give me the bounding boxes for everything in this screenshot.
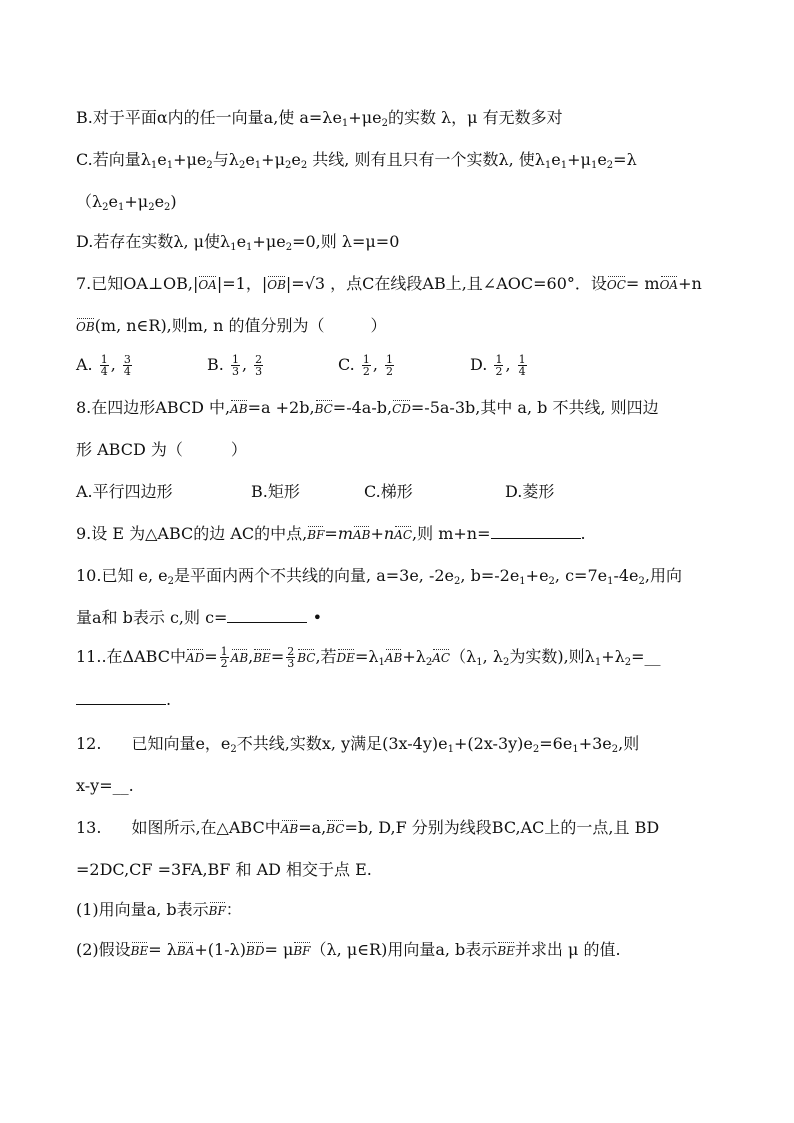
q11-stem-continued: . bbox=[76, 690, 736, 710]
q6-option-d: D.若存在实数λ, μ使$\lambda_1e_1+\mu e_2=0$,则 λ=μ=0 bbox=[76, 232, 400, 253]
q8-option-d: D.菱形 bbox=[505, 482, 555, 501]
q6-option-b: B.对于平面α内的任一向量a,使 $a=\lambda e_1+\mu e_2$的实数 λ，μ 有无数多对 bbox=[76, 108, 563, 129]
q10-answer-blank[interactable] bbox=[227, 608, 307, 623]
q8-stem: 8.在四边形ABCD 中,AB=a +2b,BC=-4a-b,CD=-5a-3b,其中 a, b 不共线, 则四边 bbox=[76, 398, 659, 417]
q7-option-c: C. $\frac{1}{2}$ , $\frac{1}{2}$ bbox=[338, 353, 394, 378]
q12-stem-continued: x-y=__. bbox=[76, 776, 134, 795]
q10-stem-continued: 量a和 b表示 c,则 c= • bbox=[76, 608, 322, 627]
q7-stem: 7.已知OA⊥OB,|OA|=1，|OB|=√3 ，点C在线段AB上,且∠AOC=60°．设OC= mOA+n bbox=[76, 274, 702, 293]
q8-option-c: C.梯形 bbox=[364, 482, 413, 501]
q6-option-c: C.若向量$\lambda_1e_1+\mu e_2$与$\lambda_2e_1+\mu_2e_2$ 共线, 则有且只有一个实数λ, 使$\lambda_1e_1+\mu_1e_2=\lambda$ bbox=[76, 150, 637, 171]
q7-option-d: D. $\frac{1}{2}$ , $\frac{1}{4}$ bbox=[470, 353, 526, 378]
q12-stem: 12. 已知向量e，$e_2$不共线,实数x, y满足$(3x-4y)e_1+(2x-3y)e_2=6e_1+3e_2$,则 bbox=[76, 734, 640, 755]
q13-stem: 13. 如图所示,在△ABC中AB=a,BC=b, D,F 分别为线段BC,AC上的一点,且 BD bbox=[76, 818, 660, 837]
q9-stem: 9.设 E 为△ABC的边 AC的中点,BF=mAB+nAC,则 m+n= . bbox=[76, 524, 586, 543]
q8-stem-continued: 形 ABCD 为（ ） bbox=[76, 440, 247, 459]
q6-option-c-continued: $(\lambda_2e_1+\mu_2e_2)$ bbox=[76, 192, 177, 213]
q13-part-2: (2)假设BE= λBA+(1-λ)BD= μBF（λ, μ∈R)用向量a, b表示BE并求出 μ 的值. bbox=[76, 940, 621, 959]
q7-option-a: A. $\frac{1}{4}$ , $\frac{3}{4}$ bbox=[76, 353, 131, 378]
q8-options bbox=[76, 482, 736, 504]
q7-option-b: B. $\frac{1}{3}$ , $\frac{2}{3}$ bbox=[207, 353, 263, 378]
q7-stem-continued: OB(m, n∈R),则m, n 的值分别为（ ） bbox=[76, 316, 387, 335]
q11-stem: 11..在ΔABC中AD= $\frac{1}{2}$ AB,BE= $\frac{2}{3}$ BC,若$DE=\lambda_1AB+\lambda_2AC(\lambda_1$, $\lambda_2$为实数),则$\lambda_1+\lambda_2=\_\_$ bbox=[76, 645, 661, 670]
q13-stem-continued: =2DC,CF =3FA,BF 和 AD 相交于点 E. bbox=[76, 860, 372, 879]
q8-option-a: A.平行四边形 bbox=[76, 482, 173, 501]
q11-answer-blank[interactable] bbox=[76, 690, 166, 705]
q8-option-b: B.矩形 bbox=[251, 482, 300, 501]
q7-options bbox=[76, 354, 736, 382]
q10-stem: 10.已知 e, $e_2$是平面内两个不共线的向量, a=3e, $-2e_2$, $b=-2e_1+e_2$, $c=7e_1-4e_2$,用向 bbox=[76, 566, 682, 587]
q13-part-1: (1)用向量a, b表示BF： bbox=[76, 900, 242, 919]
q9-answer-blank[interactable] bbox=[491, 524, 581, 539]
